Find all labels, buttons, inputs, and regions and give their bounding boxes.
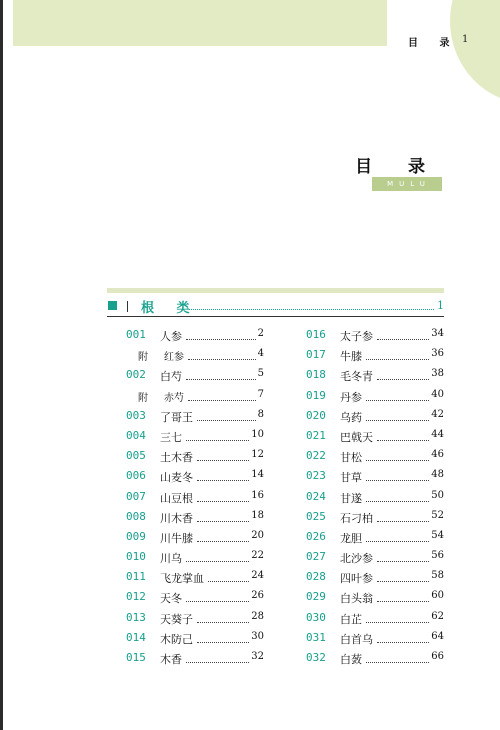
toc-entry-name: 飞龙掌血 [160,572,204,586]
header-band [13,0,387,46]
toc-entry-name: 三七 [160,430,182,444]
toc-entry-number: 011 [126,570,146,584]
toc-entry[interactable] [126,629,264,649]
toc-leader-dots [186,561,249,562]
toc-entry-number: 016 [306,328,326,341]
toc-entry-page: 26 [251,590,264,602]
toc-entry[interactable] [126,568,264,588]
toc-entry-name: 山豆根 [160,491,193,505]
toc-leader-dots [366,622,429,623]
toc-entry-number: 019 [306,388,326,402]
toc-entry[interactable] [306,467,444,487]
toc-entry[interactable] [126,447,264,467]
toc-entry[interactable] [126,548,264,568]
toc-entry[interactable] [306,407,444,427]
toc-entry-name: 白芷 [340,612,362,626]
toc-entry[interactable] [126,387,264,407]
toc-entry[interactable] [126,467,264,487]
toc-entry-number: 013 [126,610,146,624]
toc-entry[interactable] [306,508,444,528]
toc-entry[interactable] [306,488,444,508]
toc-entry-number: 026 [306,529,326,543]
toc-entry-number: 001 [126,328,146,341]
toc-leader-dots [377,561,429,562]
toc-entry-page: 56 [431,550,444,562]
toc-entry-page: 36 [431,348,444,360]
toc-entry-number: 029 [306,590,326,604]
toc-entry-page: 62 [431,610,444,622]
toc-entry-name: 甘松 [340,451,362,465]
toc-entry-number: 030 [306,610,326,624]
toc-column-right [306,326,444,669]
toc-entry-name: 天冬 [160,592,182,606]
toc-leader-dots [186,379,256,380]
toc-entry[interactable] [306,387,444,407]
toc-entry-page: 16 [251,489,264,501]
toc-entry-page: 20 [251,529,264,541]
section-page: 1 [437,299,444,312]
toc-leader-dots [377,642,429,643]
toc-entry-number: 007 [126,489,146,503]
section-title: 根 类 [141,301,199,316]
toc-entry-number: 023 [306,469,326,483]
toc-entry[interactable] [306,568,444,588]
toc-entry-name: 白蔹 [340,653,362,666]
toc-entry[interactable] [306,609,444,629]
toc-entry[interactable] [306,649,444,669]
section-top-bar [107,288,444,293]
toc-entry[interactable] [126,326,264,346]
toc-entry-name: 红参 [164,352,184,364]
toc-entry-number: 018 [306,368,326,382]
toc-entry[interactable] [306,427,444,447]
toc-entry-name: 北沙参 [340,552,373,566]
toc-leader-dots [186,601,249,602]
toc-entry-name: 川乌 [160,552,182,566]
toc-entry[interactable] [126,407,264,427]
toc-entry-page: 24 [251,570,264,582]
toc-leader-dots [197,480,249,481]
toc-entry-page: 66 [431,651,444,662]
toc-entry-name: 甘草 [340,471,362,485]
toc-entry-page: 8 [257,408,264,420]
toc-entry-number: 031 [306,630,326,644]
toc-leader-dots [186,662,249,663]
toc-entry-name: 赤芍 [164,392,184,404]
toc-entry[interactable] [306,588,444,608]
toc-entry-name: 白芍 [160,370,182,384]
toc-entry-page: 44 [431,428,444,440]
toc-leader-dots [186,339,256,340]
toc-entry-page: 5 [257,368,264,380]
toc-entry-number: 017 [306,348,326,362]
toc-entry-page: 30 [251,630,264,642]
toc-entry-name: 丹参 [340,390,362,404]
toc-column-left [126,326,264,669]
toc-leader-dots [377,379,429,380]
toc-entry-name: 木香 [160,653,182,666]
toc-entry-name: 土木香 [160,451,193,465]
toc-leader-dots [188,359,256,360]
toc-entry-number: 014 [126,630,146,644]
page-spine-line [0,0,3,730]
toc-entry[interactable] [306,548,444,568]
toc-entry-page: 10 [251,428,264,440]
toc-entry-number: 015 [126,651,146,664]
toc-leader-dots [197,521,249,522]
toc-entry-number: 003 [126,408,146,422]
toc-entry-number: 005 [126,449,146,463]
toc-entry-name: 石刁柏 [340,511,373,525]
section-divider [127,301,128,312]
toc-entry[interactable] [306,447,444,467]
toc-entry-page: 22 [251,550,264,562]
toc-entry-page: 60 [431,590,444,602]
toc-entry-page: 32 [251,651,264,662]
toc-entry[interactable] [126,346,264,366]
toc-entry-number: 012 [126,590,146,604]
toc-entry-number: 024 [306,489,326,503]
toc-leader-dots [197,501,249,502]
toc-entry-page: 50 [431,489,444,501]
toc-entry[interactable] [126,528,264,548]
corner-decoration [450,0,500,104]
section-heading[interactable] [107,298,444,317]
toc-entry[interactable] [306,346,444,366]
toc-entry-name: 人参 [160,330,182,343]
toc-entry-appendix-mark: 附 [138,392,148,404]
toc-entry-number: 010 [126,550,146,564]
toc-leader-dots [197,541,249,542]
toc-leader-dots [197,622,249,623]
running-header-title: 目 录 [408,38,459,49]
toc-leader-dots [366,420,429,421]
toc-entry-name: 了哥王 [160,410,193,424]
toc-entry-name: 木防己 [160,632,193,646]
toc-entry-page: 48 [431,469,444,481]
toc-leader-dots [208,581,249,582]
toc-leader-dots [377,440,429,441]
toc-entry-page: 12 [251,449,264,461]
toc-entry-page: 54 [431,529,444,541]
toc-entry-number: 006 [126,469,146,483]
toc-entry-name: 白头翁 [340,592,373,606]
toc-entry-name: 天葵子 [160,612,193,626]
toc-entry-page: 46 [431,449,444,461]
toc-entry-page: 58 [431,570,444,582]
toc-leader-dots [186,440,249,441]
toc-entry-page: 52 [431,509,444,521]
toc-entry-number: 002 [126,368,146,382]
toc-entry[interactable] [126,609,264,629]
toc-entry[interactable] [126,366,264,386]
toc-leader-dots [366,501,429,502]
toc-entry[interactable] [126,488,264,508]
toc-entry[interactable] [126,649,264,669]
toc-leader-dots [366,359,429,360]
toc-entry-number: 027 [306,550,326,564]
toc-leader-dots [377,521,429,522]
toc-entry-name: 甘遂 [340,491,362,505]
toc-entry-page: 28 [251,610,264,622]
toc-entry-page: 40 [431,388,444,400]
toc-entry-number: 022 [306,449,326,463]
toc-entry-page: 14 [251,469,264,481]
toc-leader-dots [197,460,249,461]
toc-entry-number: 008 [126,509,146,523]
toc-entry-name: 太子参 [340,330,373,343]
toc-leader-dots [197,642,249,643]
toc-entry[interactable] [126,427,264,447]
toc-entry-page: 18 [251,509,264,521]
toc-leader-dots [366,480,429,481]
toc-entry-number: 025 [306,509,326,523]
toc-entry-page: 42 [431,408,444,420]
toc-entry[interactable] [126,508,264,528]
page-subtitle-band [372,177,442,191]
toc-entry[interactable] [306,326,444,346]
toc-leader-dots [197,420,256,421]
toc-entry-name: 牛膝 [340,350,362,364]
toc-entry-number: 004 [126,428,146,442]
toc-entry-name: 乌药 [340,410,362,424]
toc-entry-page: 2 [257,328,264,339]
page-title: 目 录 [355,157,440,177]
toc-leader-dots [366,400,429,401]
toc-entry[interactable] [306,366,444,386]
section-square-icon [108,301,117,310]
section-leader-dots [189,309,434,310]
toc-leader-dots [366,460,429,461]
toc-entry-number: 020 [306,408,326,422]
toc-leader-dots [377,601,429,602]
toc-entry-name: 山麦冬 [160,471,193,485]
toc-entry-name: 白首乌 [340,632,373,646]
toc-entry-number: 032 [306,651,326,664]
toc-entry-name: 龙胆 [340,531,362,545]
toc-leader-dots [188,400,256,401]
toc-entry-name: 川木香 [160,511,193,525]
toc-entry[interactable] [126,588,264,608]
toc-entry-name: 巴戟天 [340,430,373,444]
toc-entry-number: 021 [306,428,326,442]
toc-leader-dots [366,662,429,663]
toc-entry-page: 38 [431,368,444,380]
toc-entry-name: 毛冬青 [340,370,373,384]
page-subtitle: MULU [387,180,431,188]
toc-leader-dots [377,581,429,582]
toc-entry-number: 028 [306,570,326,584]
toc-leader-dots [366,541,429,542]
toc-entry-page: 7 [257,388,264,400]
toc-entry-page: 34 [431,328,444,339]
page-number: 1 [462,34,469,45]
toc-entry-name: 川牛膝 [160,531,193,545]
toc-entry[interactable] [306,528,444,548]
toc-entry[interactable] [306,629,444,649]
toc-leader-dots [377,339,429,340]
toc-entry-name: 四叶参 [340,572,373,586]
toc-entry-number: 009 [126,529,146,543]
toc-entry-appendix-mark: 附 [138,352,148,364]
toc-entry-page: 4 [257,348,264,360]
toc-entry-page: 64 [431,630,444,642]
